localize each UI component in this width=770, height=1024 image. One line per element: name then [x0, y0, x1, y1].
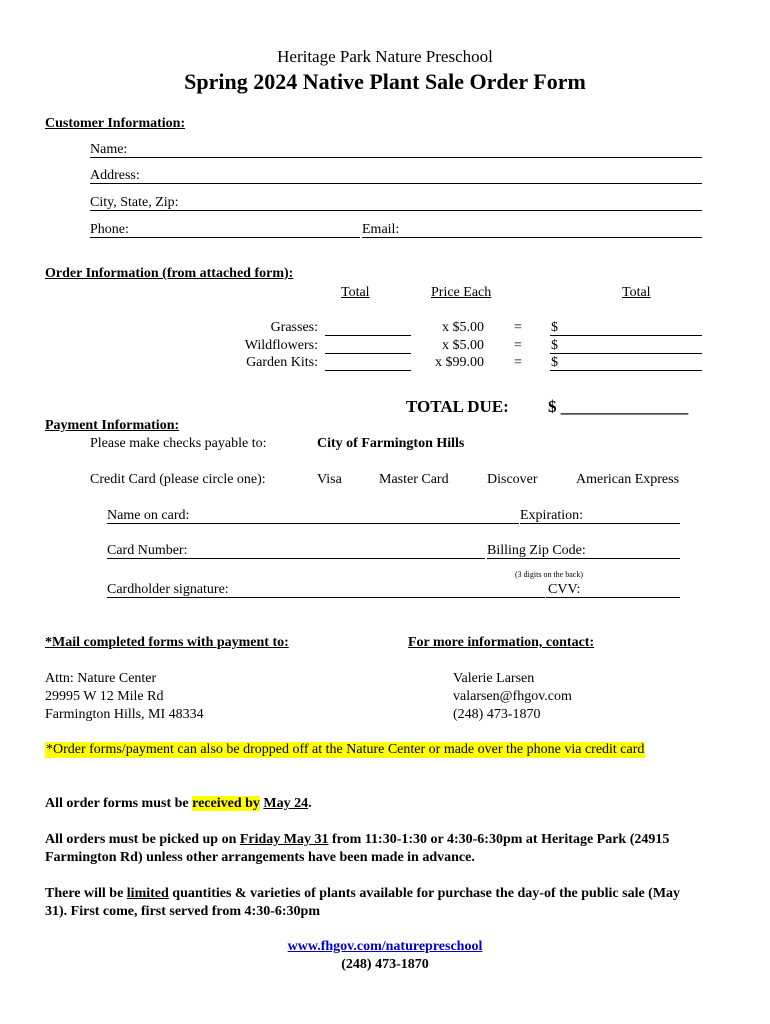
- limited-paragraph-line-2: 31). First come, first served from 4:30-6:30pm: [45, 904, 320, 919]
- equals-grasses: =: [514, 320, 522, 335]
- dropoff-notice: *Order forms/payment can also be dropped off at the Nature Center or made over the phone via credit card: [46, 742, 645, 757]
- contact-email: valarsen@fhgov.com: [453, 689, 572, 704]
- price-garden-kits: x $99.00: [435, 355, 484, 370]
- payment-heading: Payment Information:: [45, 418, 180, 433]
- card-type-label: Credit Card (please circle one):: [90, 472, 266, 487]
- qty-wildflowers-field[interactable]: [325, 353, 411, 354]
- total-garden-kits-field[interactable]: [550, 370, 702, 371]
- name-on-card-label: Name on card:: [107, 508, 190, 523]
- pickup-paragraph-line-2: Farmington Rd) unless other arrangements have been made in advance.: [45, 850, 475, 865]
- qty-grasses-field[interactable]: [325, 335, 411, 336]
- total-grasses-field[interactable]: [550, 335, 702, 336]
- card-number-label: Card Number:: [107, 543, 188, 558]
- limited-paragraph-line-1: There will be limited quantities & varieties of plants available for purchase the day-of the public sale (May: [45, 886, 681, 901]
- total-wildflowers-field[interactable]: [550, 353, 702, 354]
- expiration-label: Expiration:: [520, 508, 583, 523]
- billing-zip-field[interactable]: [487, 558, 680, 559]
- phone-label: Phone:: [90, 222, 129, 237]
- signature-field[interactable]: [107, 597, 545, 598]
- total-due-field[interactable]: $ _______________: [548, 397, 689, 416]
- name-on-card-field[interactable]: [107, 523, 519, 524]
- contact-name: Valerie Larsen: [453, 671, 535, 686]
- email-field[interactable]: [362, 237, 702, 238]
- col-price-header: Price Each: [431, 285, 492, 300]
- payee-name: City of Farmington Hills: [317, 436, 465, 451]
- cvv-note: (3 digits on the back): [515, 570, 583, 579]
- contact-phone: (248) 473-1870: [453, 707, 541, 722]
- cvv-label: CVV:: [548, 582, 581, 597]
- dollar-grasses: $: [551, 320, 558, 335]
- order-heading: Order Information (from attached form):: [45, 266, 294, 281]
- city-field[interactable]: [90, 210, 702, 211]
- name-field[interactable]: [90, 157, 702, 158]
- name-label: Name:: [90, 142, 128, 157]
- website-link[interactable]: www.fhgov.com/naturepreschool: [287, 939, 483, 954]
- row-label-garden-kits: Garden Kits:: [246, 355, 318, 370]
- total-due-label: TOTAL DUE:: [406, 397, 509, 416]
- footer-phone: (248) 473-1870: [341, 957, 429, 972]
- col-total-header: Total: [341, 285, 370, 300]
- price-wildflowers: x $5.00: [442, 338, 484, 353]
- equals-garden-kits: =: [514, 355, 522, 370]
- expiration-field[interactable]: [520, 523, 680, 524]
- price-grasses: x $5.00: [442, 320, 484, 335]
- email-label: Email:: [362, 222, 400, 237]
- dollar-garden-kits: $: [551, 355, 558, 370]
- customer-heading: Customer Information:: [45, 116, 186, 131]
- checks-label: Please make checks payable to:: [90, 436, 267, 451]
- mail-line-3: Farmington Hills, MI 48334: [45, 707, 204, 722]
- mail-line-2: 29995 W 12 Mile Rd: [45, 689, 164, 704]
- card-option-mastercard[interactable]: Master Card: [379, 472, 449, 487]
- org-name: Heritage Park Nature Preschool: [277, 47, 493, 66]
- card-number-field[interactable]: [107, 558, 485, 559]
- card-option-visa[interactable]: Visa: [317, 472, 342, 487]
- row-label-grasses: Grasses:: [270, 320, 318, 335]
- phone-field[interactable]: [90, 237, 360, 238]
- dollar-wildflowers: $: [551, 338, 558, 353]
- mail-line-1: Attn: Nature Center: [45, 671, 157, 686]
- contact-heading: For more information, contact:: [408, 635, 595, 650]
- cvv-field[interactable]: [546, 597, 680, 598]
- card-option-amex[interactable]: American Express: [576, 472, 680, 487]
- billing-zip-label: Billing Zip Code:: [487, 543, 586, 558]
- mail-heading: *Mail completed forms with payment to:: [45, 635, 289, 650]
- address-label: Address:: [90, 168, 140, 183]
- deadline-paragraph: All order forms must be received by May 24.: [45, 796, 312, 811]
- pickup-paragraph-line-1: All orders must be picked up on Friday May 31 from 11:30-1:30 or 4:30-6:30pm at Heritage Park (24915: [45, 832, 670, 847]
- city-label: City, State, Zip:: [90, 195, 179, 210]
- equals-wildflowers: =: [514, 338, 522, 353]
- card-option-discover[interactable]: Discover: [487, 472, 538, 487]
- signature-label: Cardholder signature:: [107, 582, 229, 597]
- row-label-wildflowers: Wildflowers:: [244, 338, 318, 353]
- qty-garden-kits-field[interactable]: [325, 370, 411, 371]
- address-field[interactable]: [90, 183, 702, 184]
- page-title: Spring 2024 Native Plant Sale Order Form: [184, 69, 586, 94]
- col-total2-header: Total: [622, 285, 651, 300]
